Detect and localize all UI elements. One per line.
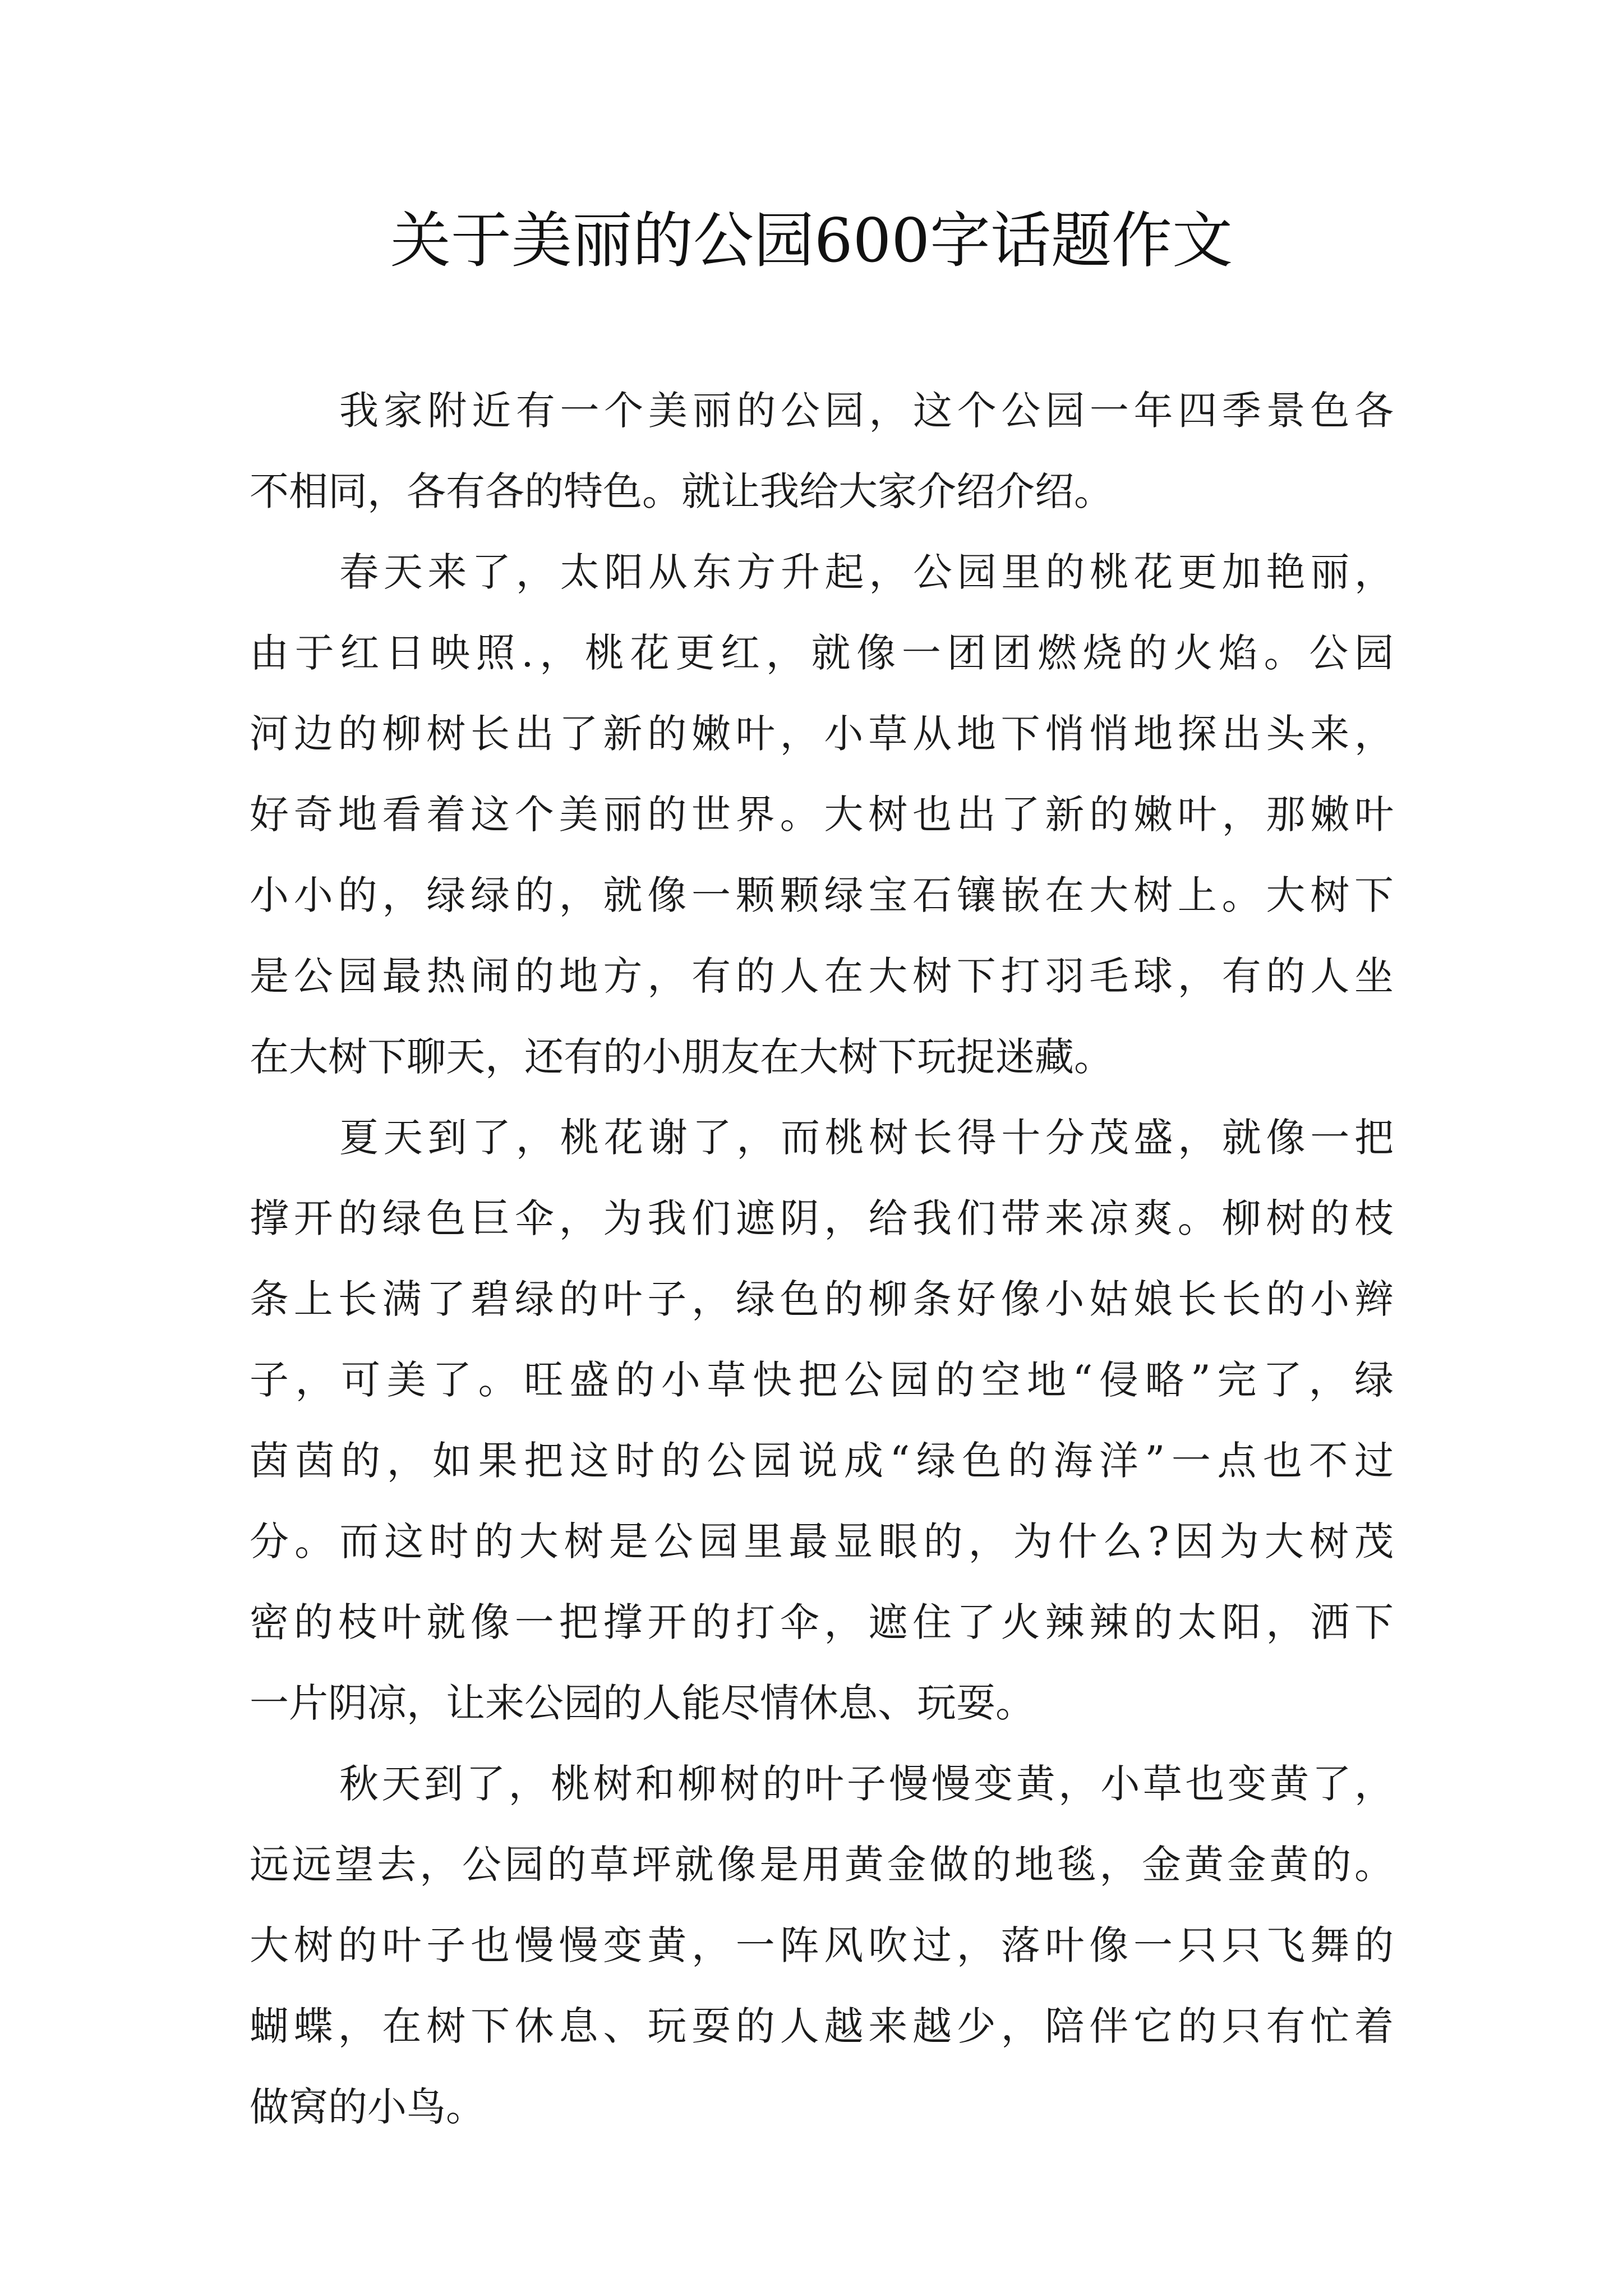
paragraph-line: 分。而这时的大树是公园里最显眼的，为什么?因为大树茂 — [250, 1519, 1394, 1565]
paragraph-line: 在大树下聊天，还有的小朋友在大树下玩捉迷藏。 — [250, 1034, 1113, 1080]
paragraph-line: 一片阴凉，让来公园的人能尽情休息、玩耍。 — [250, 1680, 1035, 1726]
document-body — [250, 370, 1394, 2147]
paragraph-line: 大树的叶子也慢慢变黄，一阵风吹过，落叶像一只只飞舞的 — [250, 1922, 1394, 1968]
paragraph-line: 是公园最热闹的地方，有的人在大树下打羽毛球，有的人坐 — [250, 953, 1394, 999]
paragraph-line: 远远望去，公园的草坪就像是用黄金做的地毯，金黄金黄的。 — [250, 1842, 1394, 1888]
paragraph-line: 蝴蝶，在树下休息、玩耍的人越来越少，陪伴它的只有忙着 — [250, 2003, 1394, 2049]
paragraph-line: 夏天到了，桃花谢了，而桃树长得十分茂盛，就像一把 — [339, 1115, 1394, 1161]
paragraph-line: 小小的，绿绿的，就像一颗颗绿宝石镶嵌在大树上。大树下 — [250, 872, 1394, 918]
paragraph-4 — [250, 1743, 1394, 2147]
paragraph-line: 河边的柳树长出了新的嫩叶，小草从地下悄悄地探出头来， — [250, 711, 1394, 757]
paragraph-line: 好奇地看着这个美丽的世界。大树也出了新的嫩叶，那嫩叶 — [250, 792, 1394, 838]
paragraph-line: 由于红日映照.，桃花更红，就像一团团燃烧的火焰。公园 — [250, 630, 1394, 676]
paragraph-1 — [250, 370, 1394, 532]
paragraph-line: 条上长满了碧绿的叶子，绿色的柳条好像小姑娘长长的小辫 — [250, 1276, 1394, 1322]
paragraph-line: 茵茵的，如果把这时的公园说成“绿色的海洋”一点也不过 — [250, 1438, 1394, 1484]
paragraph-line: 不相同，各有各的特色。就让我给大家介绍介绍。 — [250, 468, 1113, 514]
paragraph-line: 春天来了，太阳从东方升起，公园里的桃花更加艳丽， — [339, 549, 1394, 595]
paragraph-line: 撑开的绿色巨伞，为我们遮阴，给我们带来凉爽。柳树的枝 — [250, 1195, 1394, 1241]
paragraph-line: 子，可美了。旺盛的小草快把公园的空地“侵略”完了，绿 — [250, 1357, 1394, 1403]
paragraph-line: 做窝的小鸟。 — [250, 2084, 485, 2130]
paragraph-line: 我家附近有一个美丽的公园，这个公园一年四季景色各 — [339, 388, 1394, 434]
paragraph-3 — [250, 1097, 1394, 1743]
paragraph-2 — [250, 532, 1394, 1097]
paragraph-line: 密的枝叶就像一把撑开的打伞，遮住了火辣辣的太阳，洒下 — [250, 1599, 1394, 1645]
paragraph-line: 秋天到了，桃树和柳树的叶子慢慢变黄，小草也变黄了， — [339, 1761, 1394, 1807]
document-title: 关于美丽的公园600字话题作文 — [390, 206, 1233, 276]
